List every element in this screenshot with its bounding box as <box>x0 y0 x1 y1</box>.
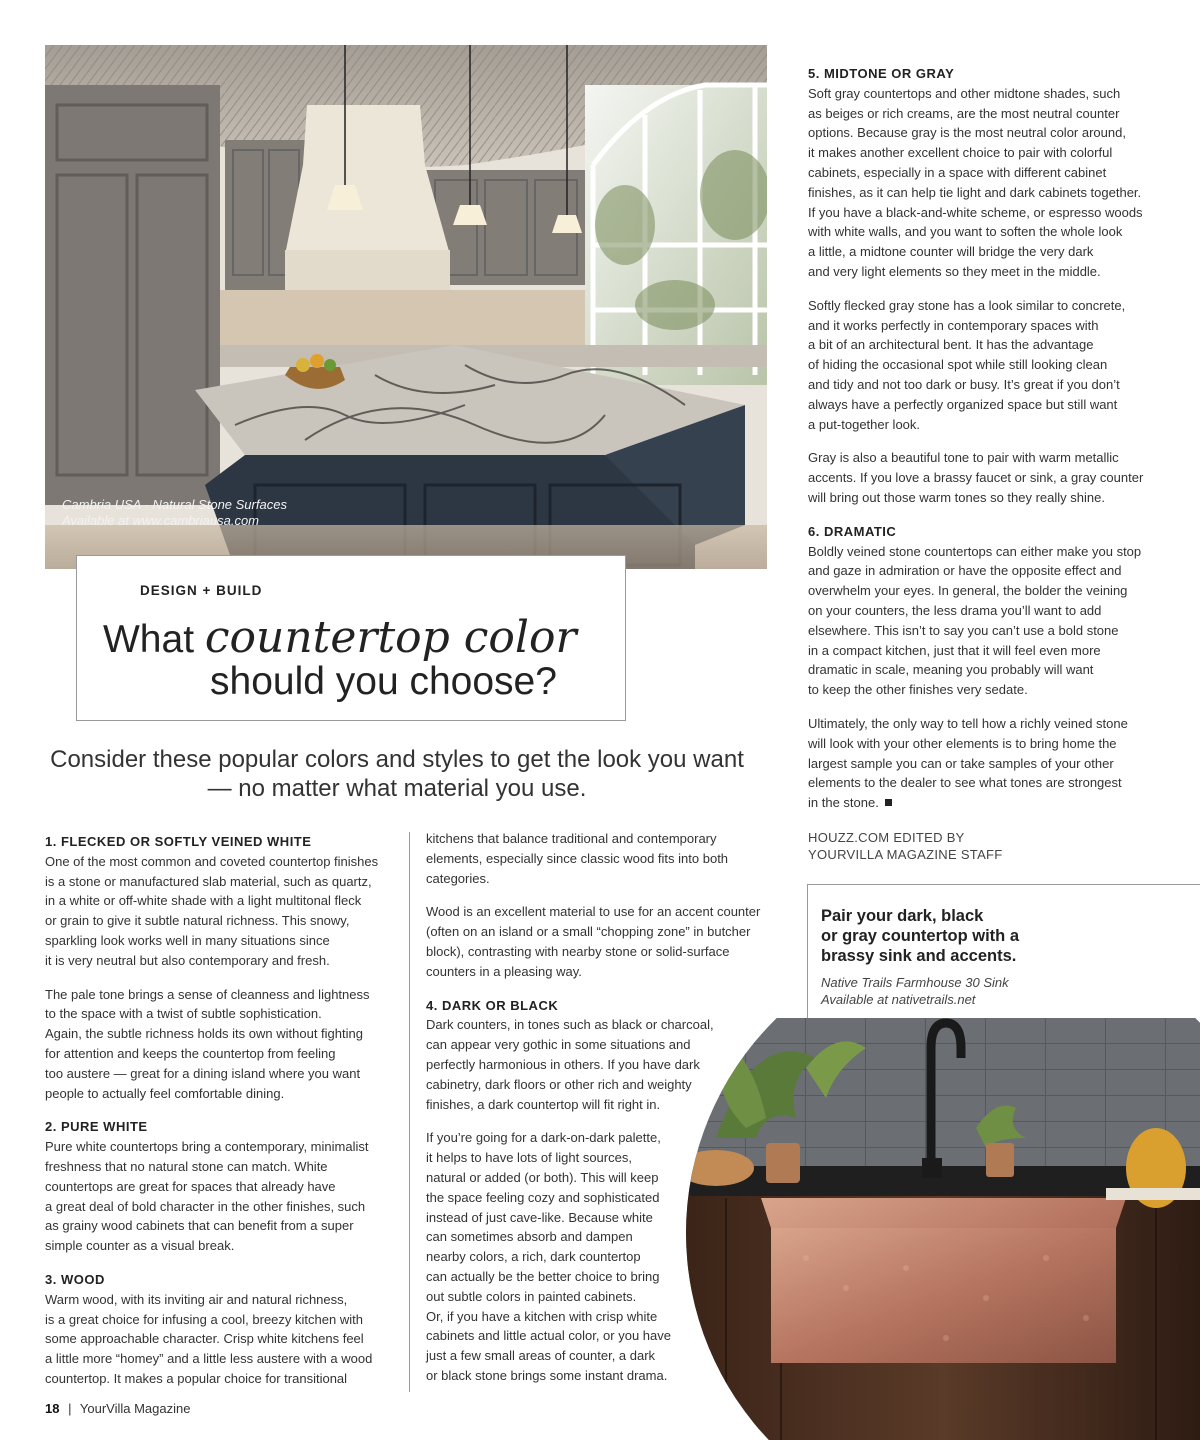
section-heading-3: 3. WOOD <box>45 1271 105 1287</box>
paragraph: Softly flecked gray stone has a look similar to concrete, and it works perfectly in contemporary spaces with a bit of an architectural bent. It has the advantage of hiding the occasional spot while still looking clean and tidy and not too dark or busy. It’s great if you don’t always have a perfectly organized space but still want a put-together look. <box>808 297 1126 432</box>
article-column-1 <box>45 832 405 1403</box>
paragraph: Dark counters, in tones such as black or charcoal, can appear very gothic in some situations and perfectly harmonious in others. If you have dark cabinetry, dark floors or other rich and weighty finishes, a dark countertop will fit right in. <box>426 1017 714 1112</box>
paragraph-final <box>808 714 1168 813</box>
photo-caption <box>62 497 287 529</box>
callout-caption: Native Trails Farmhouse 30 Sink Available at nativetrails.net <box>821 975 1009 1007</box>
page-title-line1 <box>103 612 577 663</box>
paragraph: The pale tone brings a sense of cleanness and lightness to the space with a twist of subtle sophistication. Again, the subtle richness holds its own without fighting for attention and keeps the countertop from feeling too austere — great for a dining island where you want people to actually feel comfortable dining. <box>45 986 370 1101</box>
paragraph: Soft gray countertops and other midtone shades, such as beiges or rich creams, are the most neutral counter options. Because gray is the most neutral color around, it makes another excellent choice to pair with colorful cabinets, especially in a space with different cabinet finishes, as it can help tie light and dark cabinets together. If you have a black-and-white scheme, or espresso woods with white walls, and you want to soften the whole look a little, a midtone counter will bridge the very dark and very light elements so they meet in the middle. <box>808 85 1143 279</box>
title-word: What <box>103 618 195 661</box>
column-divider <box>409 832 410 1392</box>
section-heading-4: 4. DARK OR BLACK <box>426 997 559 1013</box>
section-heading-2: 2. PURE WHITE <box>45 1119 148 1135</box>
paragraph: Boldly veined stone countertops can either make you stop and gaze in admiration or have the opposite effect and overwhelm your eyes. In general, the bolder the veining on your counters, the less drama you’ll want to add elsewhere. This isn’t to say you can’t use a bold stone in a compact kitchen, just that it will feel even more dramatic in scale, meaning you probably will want to keep the other finishes very sedate. <box>808 543 1142 698</box>
section-heading-6: 6. DRAMATIC <box>808 523 897 539</box>
photo-caption-line1: Cambria USA - Natural Stone Surfaces <box>62 497 287 512</box>
paragraph: One of the most common and coveted countertop finishes is a stone or manufactured slab material, such as quartz, in a white or off-white shade with a light multitonal fleck or grain to give it subtle natural richness. This snowy, sparkling look works well in many situations since it is very neutral but also contemporary and fresh. <box>45 853 379 968</box>
sink-photo <box>686 1018 1200 1440</box>
page-footer <box>45 1401 190 1416</box>
paragraph-final-text: Ultimately, the only way to tell how a richly veined stone will look with your other elements is to bring home the largest sample you can or take samples of your other elements to the dealer to see what tones are strongest in the stone. <box>808 715 1128 811</box>
footer-separator: | <box>68 1401 72 1416</box>
page-title-line2: should you choose? <box>210 660 557 703</box>
paragraph: If you’re going for a dark-on-dark palette, it helps to have lots of light sources, natural or added (or both). This will keep the space feeling cozy and sophisticated instead of just cave-like. Because white can sometimes absorb and dampen nearby colors, a rich, dark countertop can actually be the better choice to bring out subtle colors in painted cabinets. Or, if you have a kitchen with crisp white cabinets and little actual color, or you have just a few small areas of counter, a dark or black stone brings some instant drama. <box>426 1130 671 1383</box>
paragraph: kitchens that balance traditional and contemporary elements, especially since classic wood fits into both categories. <box>426 831 729 886</box>
article-column-3 <box>808 64 1168 827</box>
title-script: countertop color <box>204 612 577 663</box>
page-number: 18 <box>45 1401 60 1416</box>
callout-headline: Pair your dark, black or gray countertop with a brassy sink and accents. <box>821 907 1020 965</box>
section-heading-1: 1. FLECKED OR SOFTLY VEINED WHITE <box>45 834 312 849</box>
section-label: DESIGN + BUILD <box>140 583 263 598</box>
paragraph: Wood is an excellent material to use for an accent counter (often on an island or a small “chopping zone” in butcher block), contrasting with nearby stone or solid-surface counters in a pleasing way. <box>426 904 761 979</box>
paragraph: Warm wood, with its inviting air and natural richness, is a great choice for infusing a cool, breezy kitchen with some approachable character. Crisp white kitchens feel a little more “homey” and a little less austere with a wood countertop. It makes a popular choice for transitional <box>45 1291 373 1386</box>
publication-name: YourVilla Magazine <box>79 1401 191 1416</box>
end-mark-icon <box>885 799 892 806</box>
paragraph: Pure white countertops bring a contemporary, minimalist freshness that no natural stone can match. White countertops are great for spaces that already have a great deal of bold character in the other finishes, such as grainy wood cabinets that can benefit from a super simple counter as a visual break. <box>45 1139 369 1254</box>
kitchen-photo <box>45 45 767 569</box>
section-heading-5: 5. MIDTONE OR GRAY <box>808 66 955 81</box>
paragraph: Gray is also a beautiful tone to pair with warm metallic accents. If you love a brassy faucet or sink, a gray counter will bring out those warm tones so they really shine. <box>808 450 1144 505</box>
article-credit: HOUZZ.COM EDITED BY YOURVILLA MAGAZINE STAFF <box>808 830 1003 862</box>
photo-caption-line2: Available at www.cambriausa.com <box>62 513 260 528</box>
subtitle: Consider these popular colors and styles to get the look you want — no matter what material you use. <box>50 746 744 802</box>
